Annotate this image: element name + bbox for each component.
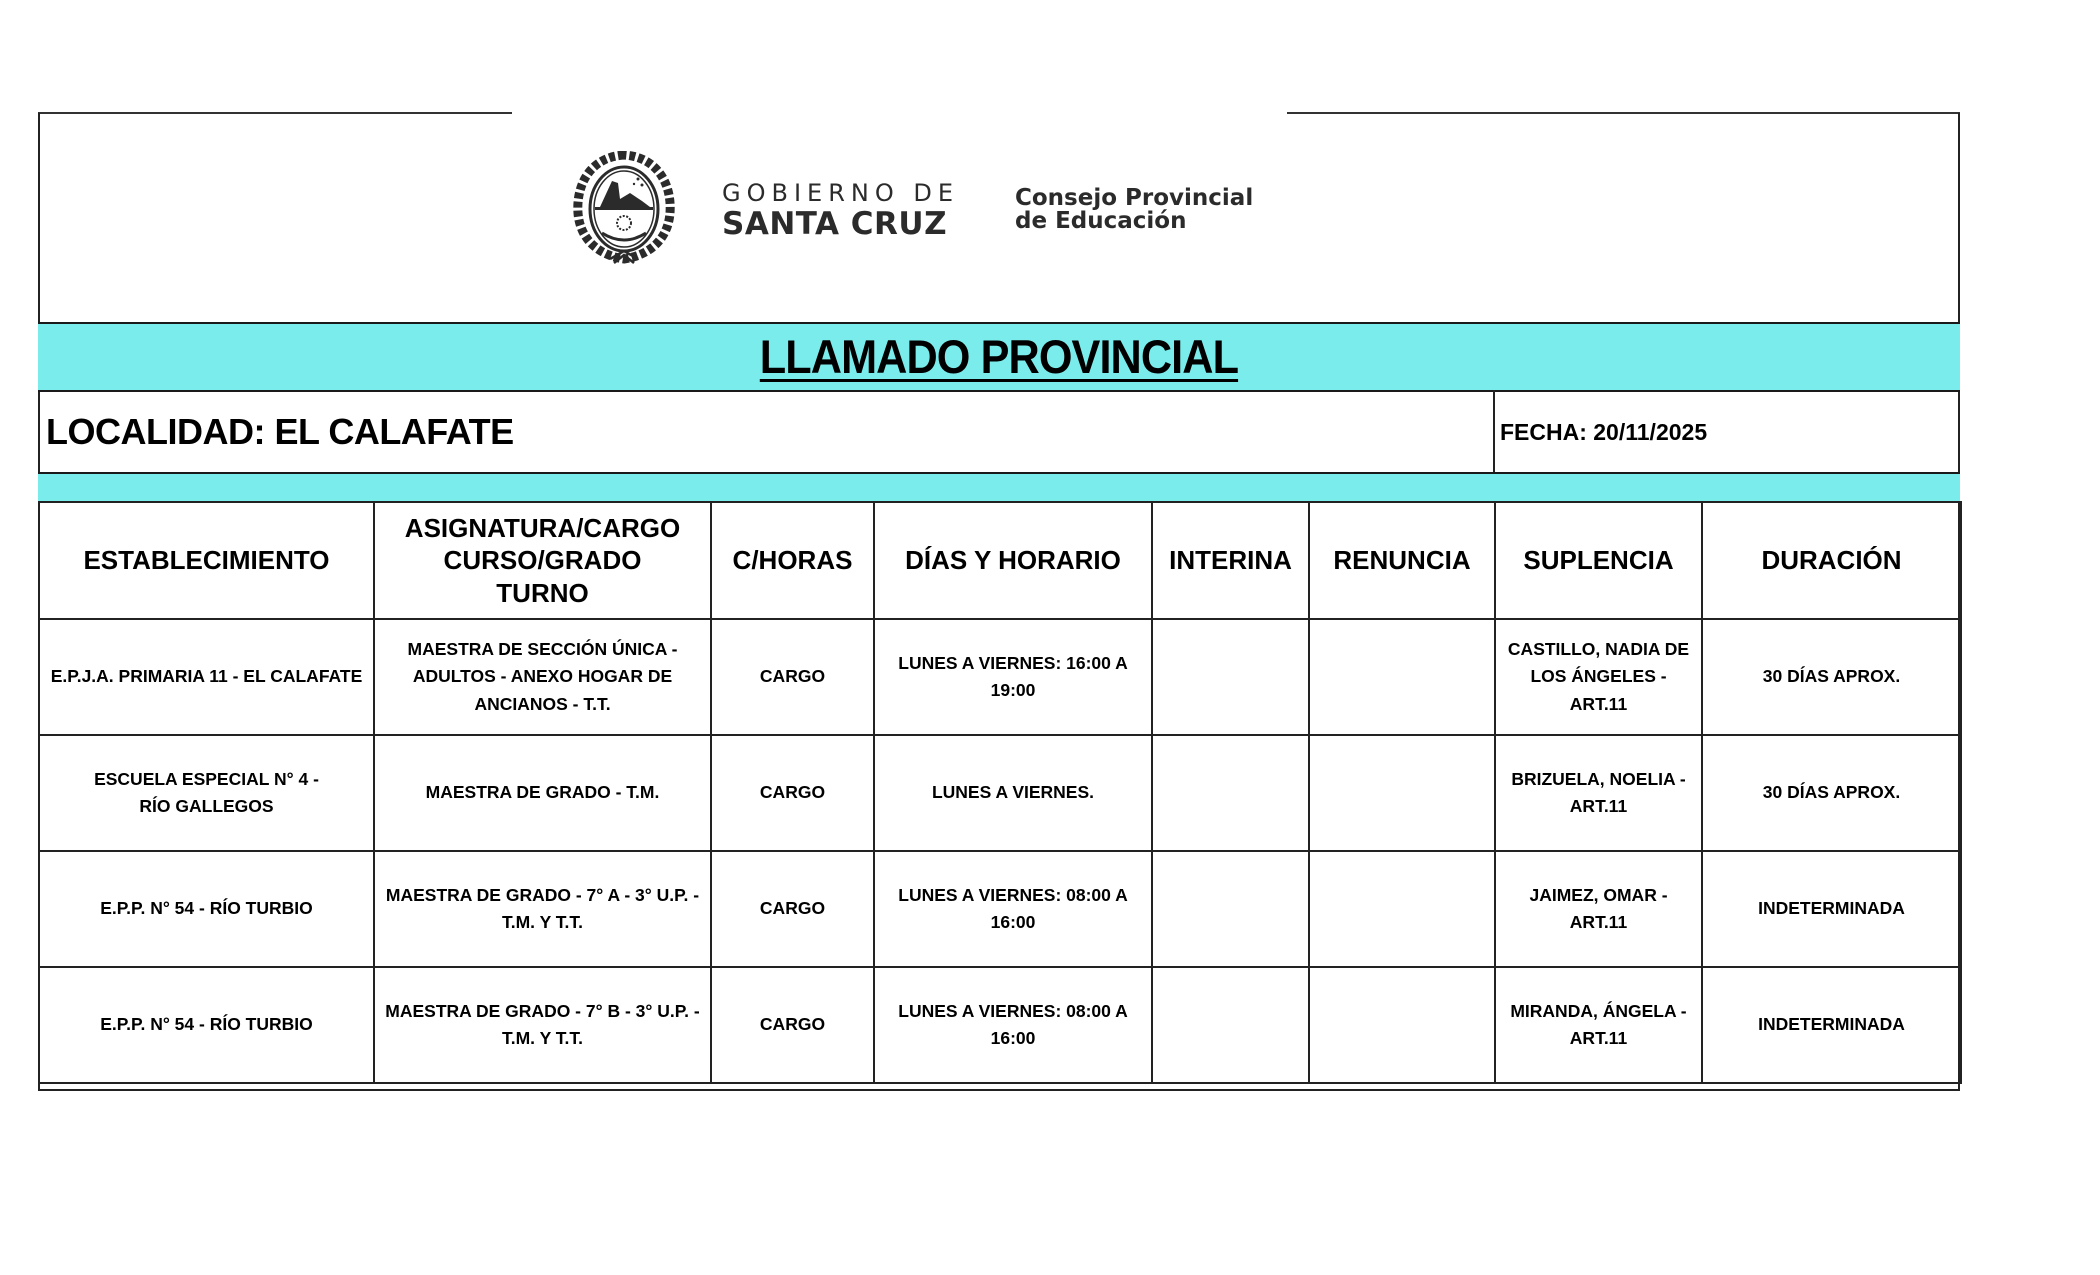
- table-row: [39, 735, 1961, 851]
- cell-suplencia: JAIMEZ, OMAR - ART.11: [1495, 851, 1702, 967]
- council-line1: Consejo Provincial: [1015, 185, 1254, 211]
- cell-horas: CARGO: [711, 619, 874, 735]
- col-horas: C/HORAS: [711, 502, 874, 619]
- col-suplencia: SUPLENCIA: [1495, 502, 1702, 619]
- cell-horas: CARGO: [711, 735, 874, 851]
- government-line2: SANTA CRUZ: [722, 205, 948, 242]
- cell-duracion: 30 DÍAS APROX.: [1702, 619, 1961, 735]
- cell-suplencia: BRIZUELA, NOELIA - ART.11: [1495, 735, 1702, 851]
- fecha-divider: [1493, 390, 1495, 474]
- table-row: [39, 851, 1961, 967]
- council-line2: de Educación: [1015, 208, 1187, 234]
- cell-asignatura: MAESTRA DE GRADO - 7° B - 3° U.P. - T.M. Y T.T.: [374, 967, 711, 1083]
- cell-interina: [1152, 967, 1309, 1083]
- col-horario: DÍAS Y HORARIO: [874, 502, 1152, 619]
- col-renuncia: RENUNCIA: [1309, 502, 1495, 619]
- vacancy-table: [38, 501, 1962, 1084]
- page-title: [38, 322, 1960, 390]
- cell-renuncia: [1309, 967, 1495, 1083]
- cell-asignatura: MAESTRA DE GRADO - T.M.: [374, 735, 711, 851]
- table-header-row: [39, 502, 1961, 619]
- cell-horario: LUNES A VIERNES: 16:00 A 19:00: [874, 619, 1152, 735]
- col-interina: INTERINA: [1152, 502, 1309, 619]
- cell-interina: [1152, 619, 1309, 735]
- cell-suplencia: MIRANDA, ÁNGELA - ART.11: [1495, 967, 1702, 1083]
- cell-establecimiento: ESCUELA ESPECIAL N° 4 - RÍO GALLEGOS: [39, 735, 374, 851]
- cell-duracion: 30 DÍAS APROX.: [1702, 735, 1961, 851]
- cell-asignatura: MAESTRA DE SECCIÓN ÚNICA - ADULTOS - ANEXO HOGAR DE ANCIANOS - T.T.: [374, 619, 711, 735]
- cell-establecimiento: E.P.P. N° 54 - RÍO TURBIO: [39, 967, 374, 1083]
- header-logos: [570, 150, 1253, 270]
- council-wordmark: [1015, 187, 1253, 233]
- government-wordmark: [722, 178, 959, 242]
- spacer-band: [38, 472, 1960, 503]
- cell-renuncia: [1309, 735, 1495, 851]
- cell-renuncia: [1309, 851, 1495, 967]
- cell-establecimiento: E.P.P. N° 54 - RÍO TURBIO: [39, 851, 374, 967]
- cell-suplencia: CASTILLO, NADIA DE LOS ÁNGELES - ART.11: [1495, 619, 1702, 735]
- col-duracion: DURACIÓN: [1702, 502, 1961, 619]
- cell-renuncia: [1309, 619, 1495, 735]
- government-line1: GOBIERNO DE: [722, 178, 959, 207]
- cell-horario: LUNES A VIERNES.: [874, 735, 1152, 851]
- col-establecimiento: ESTABLECIMIENTO: [39, 502, 374, 619]
- table-row: [39, 967, 1961, 1083]
- cell-interina: [1152, 851, 1309, 967]
- cell-horas: CARGO: [711, 967, 874, 1083]
- cell-duracion: INDETERMINADA: [1702, 851, 1961, 967]
- col-asignatura: ASIGNATURA/CARGO CURSO/GRADO TURNO: [374, 502, 711, 619]
- localidad-label: LOCALIDAD: EL CALAFATE: [46, 411, 514, 452]
- cell-asignatura: MAESTRA DE GRADO - 7° A - 3° U.P. - T.M. Y T.T.: [374, 851, 711, 967]
- cell-interina: [1152, 735, 1309, 851]
- coat-of-arms-icon: [570, 151, 678, 269]
- page-title-text: LLAMADO PROVINCIAL: [759, 329, 1239, 383]
- fecha-label: FECHA: 20/11/2025: [1500, 418, 1708, 445]
- cell-horario: LUNES A VIERNES: 08:00 A 16:00: [874, 967, 1152, 1083]
- table-row: [39, 619, 1961, 735]
- cell-horario: LUNES A VIERNES: 08:00 A 16:00: [874, 851, 1152, 967]
- cell-horas: CARGO: [711, 851, 874, 967]
- cell-establecimiento: E.P.J.A. PRIMARIA 11 - EL CALAFATE: [39, 619, 374, 735]
- cell-duracion: INDETERMINADA: [1702, 967, 1961, 1083]
